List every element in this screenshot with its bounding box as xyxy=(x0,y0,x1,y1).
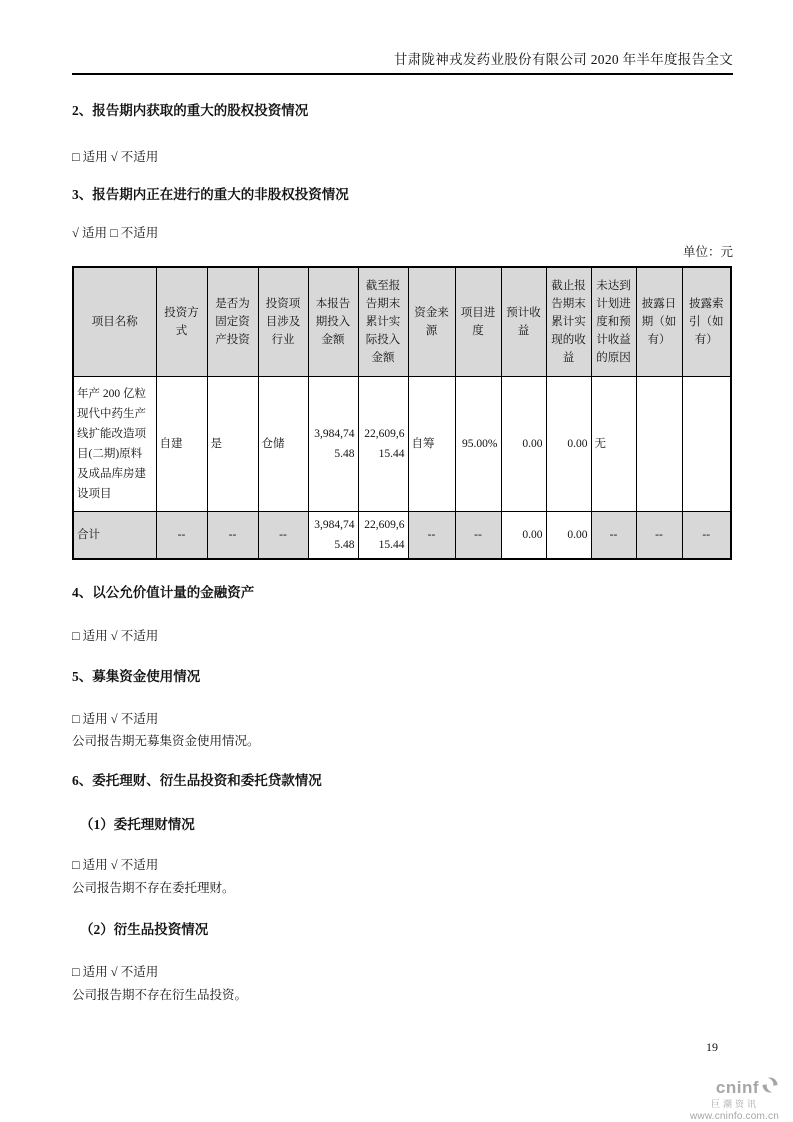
col-header-cumulative-amount: 截至报告期末累计实际投入金额 xyxy=(358,267,408,377)
col-header-fixed-asset: 是否为固定资产投资 xyxy=(207,267,258,377)
applicability-line-s3: √ 适用 □ 不适用 xyxy=(72,226,159,240)
section-heading-4: 4、以公允价值计量的金融资产 xyxy=(72,585,255,600)
cell-fixed-asset: 是 xyxy=(207,377,258,512)
cninfo-url: www.cninfo.com.cn xyxy=(690,1111,779,1122)
total-realized-return: 0.00 xyxy=(546,512,591,560)
section-heading-2: 2、报告期内获取的重大的股权投资情况 xyxy=(72,103,309,118)
cell-fund-source: 自筹 xyxy=(408,377,455,512)
applicability-line-s2: □ 适用 √ 不适用 xyxy=(72,150,159,164)
applicability-line-s4: □ 适用 √ 不适用 xyxy=(72,629,159,643)
total-reason: -- xyxy=(591,512,636,560)
table-row-total xyxy=(73,512,731,560)
cninfo-chinese-name: 巨潮资讯 xyxy=(710,1099,759,1109)
total-invest-method: -- xyxy=(156,512,207,560)
investment-table xyxy=(72,266,732,560)
cell-period-amount: 3,984,745.48 xyxy=(308,377,358,512)
total-disclosure-index: -- xyxy=(682,512,731,560)
col-header-invest-method: 投资方式 xyxy=(156,267,207,377)
col-header-progress: 项目进度 xyxy=(455,267,501,377)
total-progress: -- xyxy=(455,512,501,560)
table-header-row xyxy=(73,267,731,377)
col-header-fund-source: 资金来源 xyxy=(408,267,455,377)
total-fund-source: -- xyxy=(408,512,455,560)
col-header-reason: 未达到计划进度和预计收益的原因 xyxy=(591,267,636,377)
cell-project-name: 年产 200 亿粒现代中药生产线扩能改造项目(二期)原料及成品库房建设项目 xyxy=(73,377,156,512)
unit-label: 单位：元 xyxy=(682,245,733,259)
col-header-expected-return: 预计收益 xyxy=(501,267,546,377)
total-label: 合计 xyxy=(73,512,156,560)
cell-disclosure-date xyxy=(636,377,682,512)
cell-realized-return: 0.00 xyxy=(546,377,591,512)
section-heading-6-2: （2）衍生品投资情况 xyxy=(80,922,209,937)
col-header-realized-return: 截止报告期末累计实现的收益 xyxy=(546,267,591,377)
section-heading-5: 5、募集资金使用情况 xyxy=(72,669,201,684)
cell-progress: 95.00% xyxy=(455,377,501,512)
cell-disclosure-index xyxy=(682,377,731,512)
page-number: 19 xyxy=(706,1040,718,1054)
note-paragraph-s6-2: 公司报告期不存在衍生品投资。 xyxy=(72,988,248,1002)
section-heading-6: 6、委托理财、衍生品投资和委托贷款情况 xyxy=(72,773,322,788)
total-disclosure-date: -- xyxy=(636,512,682,560)
cninfo-swirl-icon xyxy=(761,1076,779,1098)
col-header-period-amount: 本报告期投入金额 xyxy=(308,267,358,377)
total-fixed-asset: -- xyxy=(207,512,258,560)
total-cumulative-amount: 22,609,615.44 xyxy=(358,512,408,560)
cninfo-logo xyxy=(690,1076,779,1122)
cell-industry: 仓储 xyxy=(258,377,308,512)
cell-reason: 无 xyxy=(591,377,636,512)
doc-header-title: 甘肃陇神戎发药业股份有限公司 2020 年半年度报告全文 xyxy=(72,50,733,75)
table-row-project xyxy=(73,377,731,512)
note-paragraph-s6-1: 公司报告期不存在委托理财。 xyxy=(72,881,235,895)
applicability-line-s6-1: □ 适用 √ 不适用 xyxy=(72,858,159,872)
col-header-industry: 投资项目涉及行业 xyxy=(258,267,308,377)
total-industry: -- xyxy=(258,512,308,560)
cell-cumulative-amount: 22,609,615.44 xyxy=(358,377,408,512)
cell-invest-method: 自建 xyxy=(156,377,207,512)
col-header-disclosure-date: 披露日期（如有） xyxy=(636,267,682,377)
applicability-line-s6-2: □ 适用 √ 不适用 xyxy=(72,965,159,979)
note-paragraph-s5: 公司报告期无募集资金使用情况。 xyxy=(72,734,260,748)
col-header-disclosure-index: 披露索引（如有） xyxy=(682,267,731,377)
cell-expected-return: 0.00 xyxy=(501,377,546,512)
section-heading-6-1: （1）委托理财情况 xyxy=(80,817,195,832)
applicability-line-s5: □ 适用 √ 不适用 xyxy=(72,712,159,726)
section-heading-3: 3、报告期内正在进行的重大的非股权投资情况 xyxy=(72,187,349,202)
cninfo-brand-text: cninf xyxy=(715,1077,759,1097)
total-expected-return: 0.00 xyxy=(501,512,546,560)
total-period-amount: 3,984,745.48 xyxy=(308,512,358,560)
col-header-project-name: 项目名称 xyxy=(73,267,156,377)
